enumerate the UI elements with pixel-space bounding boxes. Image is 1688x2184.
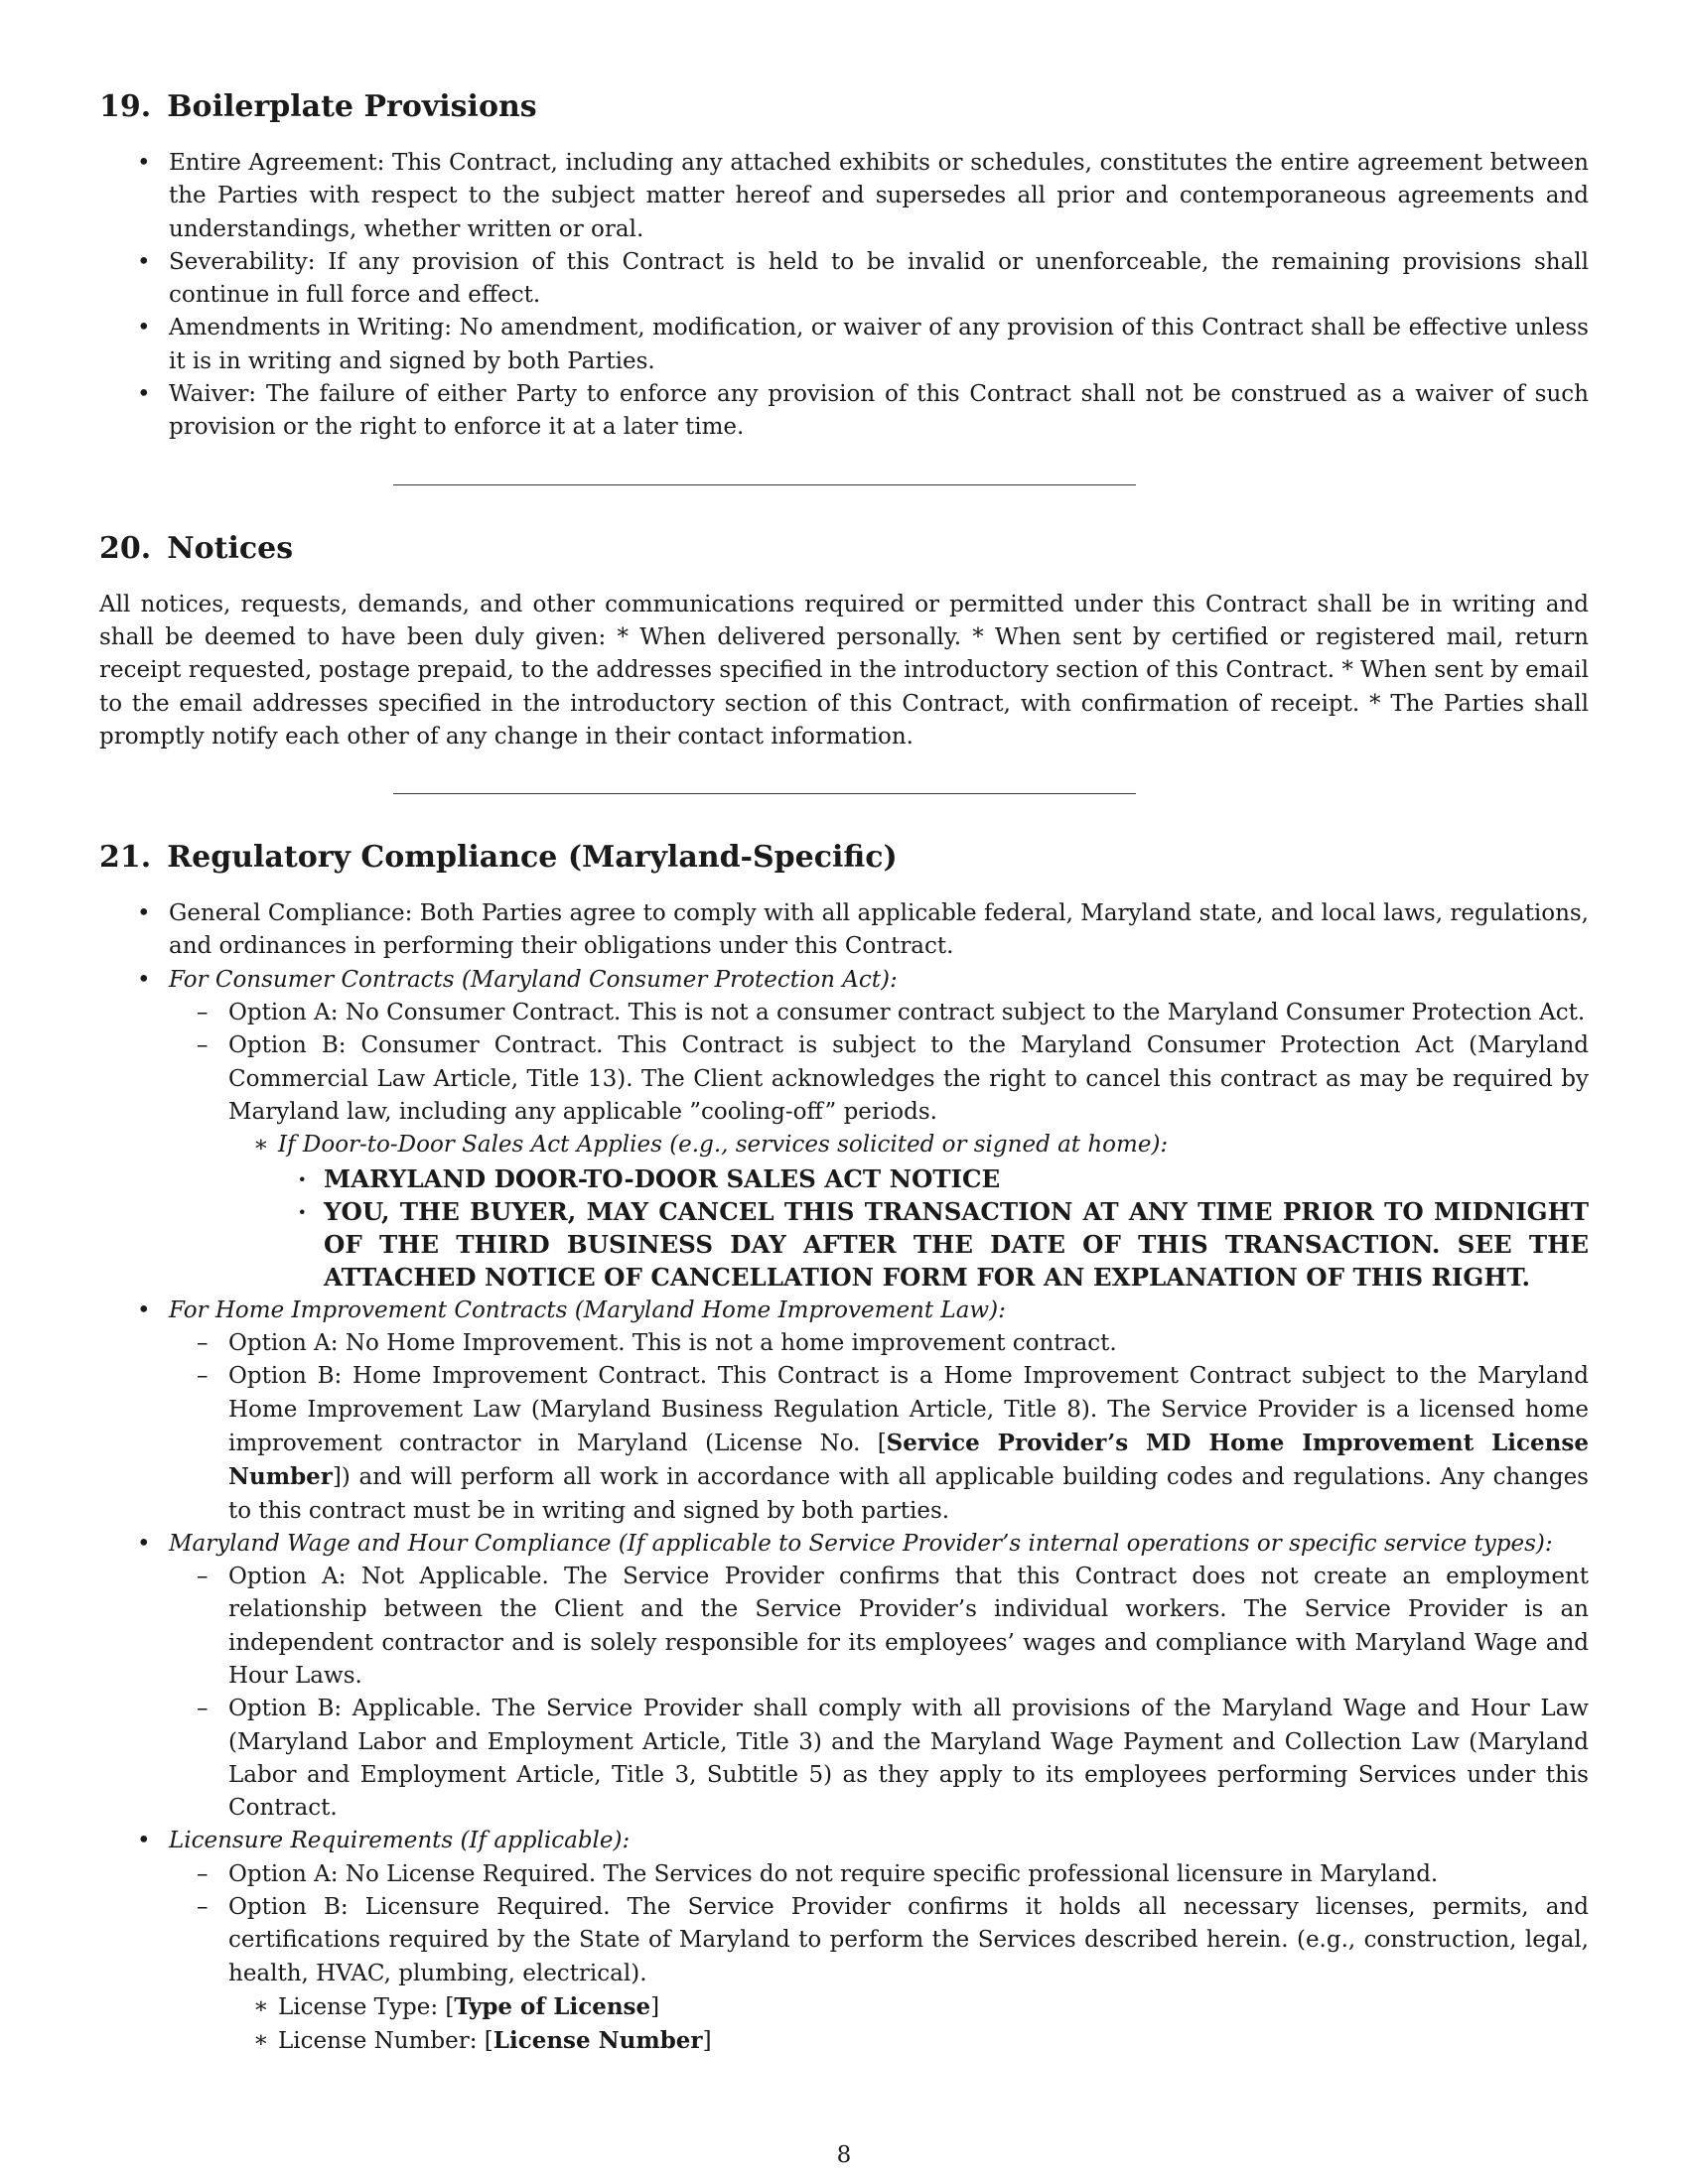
license-number-field-placeholder: License Number (492, 2027, 703, 2055)
door-to-door-heading: If Door-to-Door Sales Act Applies (e.g., services solicited or signed at home): (278, 1132, 1169, 1159)
list-item: • Entire Agreement: This Contract, including any attached exhibits or schedules, constitutes the entire agreement between the Parties with respect to the subject matter hereof and supersedes all prior and contemporaneous agreements and understandings, whether written or oral. (99, 147, 1589, 246)
section-21 (99, 840, 1589, 2058)
door-notice-title: · MARYLAND DOOR-TO-DOOR SALES ACT NOTICE (278, 1162, 1589, 1195)
regulatory-list (99, 897, 1589, 2058)
notices-paragraph: All notices, requests, demands, and other communications required or permitted under this Contract shall be in writing and shall be deemed to have been duly given: * When delivered personally. * When sent by certified or registered mail, return receipt requested, postage prepaid, to the addresses specified in the introductory section of this Contract. * When sent by email to the email addresses specified in the introductory section of this Contract, with confirmation of receipt. * The Parties shall promptly notify each other of any change in their contact information. (99, 591, 1589, 750)
home-option-a: – Option A: No Home Improvement. This is not a home improvement contract. (169, 1327, 1589, 1360)
consumer-option-a: – Option A: No Consumer Contract. This is not a consumer contract subject to the Maryland Consumer Protection Act. (169, 997, 1589, 1029)
licensure-heading: Licensure Requirements (If applicable): (169, 1828, 631, 1854)
license-number-placeholder: Service Provider’s MD Home Improvement License Number (228, 1429, 1589, 1491)
consumer-option-b: – Option B: Consumer Contract. This Contract is subject to the Maryland Consumer Protection Act (Maryland Commercial Law Article, Title 13). The Client acknowledges the right to cancel this contract as may be required by Maryland law, including any applicable ”cooling-off” periods. ∗ If Door-to-Door Sales Act Applies (e.g., services solicited or signed at home): · MARYLAND DOOR-TO-DOOR SALES ACT NOTICE · YOU, THE BUYER, MAY CANCEL THIS TRANSACTION AT ANY TIME PRIOR TO MIDNIGHT OF THE THIRD BUSINESS DAY AFTER THE DATE OF THIS TRANSACTION. SEE THE ATTACHED NOTICE OF CANCELLATION FORM FOR AN EXPLANATION OF THIS RIGHT. (169, 1029, 1589, 1294)
licensure-item (99, 1825, 1589, 2058)
home-heading: For Home Improvement Contracts (Maryland Home Improvement Law): (169, 1297, 1006, 1323)
home-option-b: – Option B: Home Improvement Contract. This Contract is a Home Improvement Contract subject to the Maryland Home Improvement Law (Maryland Business Regulation Article, Title 8). The Service Provider is a licensed home improvement contractor in Maryland (License No. [Service Provider’s MD Home Improvement License Number]) and will perform all work in accordance with all applicable building codes and regulations. Any changes to this contract must be in writing and signed by both parties. (169, 1360, 1589, 1527)
consumer-heading: For Consumer Contracts (Maryland Consumer Protection Act): (169, 966, 898, 993)
section-19-heading: 19. Boilerplate Provisions (99, 89, 537, 124)
licensure-option-a: – Option A: No License Required. The Services do not require specific professional licensure in Maryland. (169, 1858, 1589, 1891)
section-19 (99, 89, 1589, 445)
list-item: • Severability: If any provision of this Contract is held to be invalid or unenforceable, the remaining provisions shall continue in full force and effect. (99, 246, 1589, 313)
wage-option-b: – Option B: Applicable. The Service Provider shall comply with all provisions of the Maryland Wage and Hour Law (Maryland Labor and Employment Article, Title 3) and the Maryland Wage Payment and Collection Law (Maryland Labor and Employment Article, Title 3, Subtitle 5) as they apply to its employees performing Services under this Contract. (169, 1693, 1589, 1825)
boilerplate-list (99, 147, 1589, 445)
door-notice-body: · YOU, THE BUYER, MAY CANCEL THIS TRANSACTION AT ANY TIME PRIOR TO MIDNIGHT OF THE THIRD BUSINESS DAY AFTER THE DATE OF THIS TRANSACTION. SEE THE ATTACHED NOTICE OF CANCELLATION FORM FOR AN EXPLANATION OF THIS RIGHT. (278, 1195, 1589, 1295)
license-type-placeholder: Type of License (454, 1992, 651, 2020)
section-20-heading: 20. Notices (99, 530, 294, 566)
list-item: • Waiver: The failure of either Party to enforce any provision of this Contract shall not be construed as a waiver of such provision or the right to enforce it at a later time. (99, 378, 1589, 445)
section-20 (99, 531, 1589, 753)
license-type-item: ∗ License Type: [Type of License] (228, 1990, 1589, 2024)
home-improvement-item (99, 1295, 1589, 1528)
page-number: 8 (836, 2142, 852, 2168)
document-page (99, 89, 1589, 2059)
wage-option-a: – Option A: Not Applicable. The Service Provider confirms that this Contract does not create an employment relationship between the Client and the Service Provider’s individual workers. The Service Provider is an independent contractor and is solely responsible for its employees’ wages and compliance with Maryland Wage and Hour Laws. (169, 1561, 1589, 1693)
section-divider (393, 484, 1136, 485)
section-21-heading: 21. Regulatory Compliance (Maryland-Specific) (99, 840, 898, 876)
wage-heading: Maryland Wage and Hour Compliance (If applicable to Service Provider’s internal operations or specific service types): (169, 1530, 1553, 1557)
consumer-contracts-item (99, 964, 1589, 1295)
section-divider (393, 793, 1136, 794)
wage-hour-item (99, 1528, 1589, 1826)
list-item: • Amendments in Writing: No amendment, modification, or waiver of any provision of this Contract shall be effective unless it is in writing and signed by both Parties. (99, 312, 1589, 378)
licensure-option-b: – Option B: Licensure Required. The Service Provider confirms it holds all necessary licenses, permits, and certifications required by the State of Maryland to perform the Services described herein. (e.g., construction, legal, health, HVAC, plumbing, electrical). ∗ License Type: [Type of License] ∗ License Number: [License Number] (169, 1891, 1589, 2058)
general-compliance-item: • General Compliance: Both Parties agree to comply with all applicable federal, Maryland state, and local laws, regulations, and ordinances in performing their obligations under this Contract. (99, 897, 1589, 964)
door-to-door-item (228, 1129, 1589, 1294)
license-number-item: ∗ License Number: [License Number] (228, 2024, 1589, 2058)
